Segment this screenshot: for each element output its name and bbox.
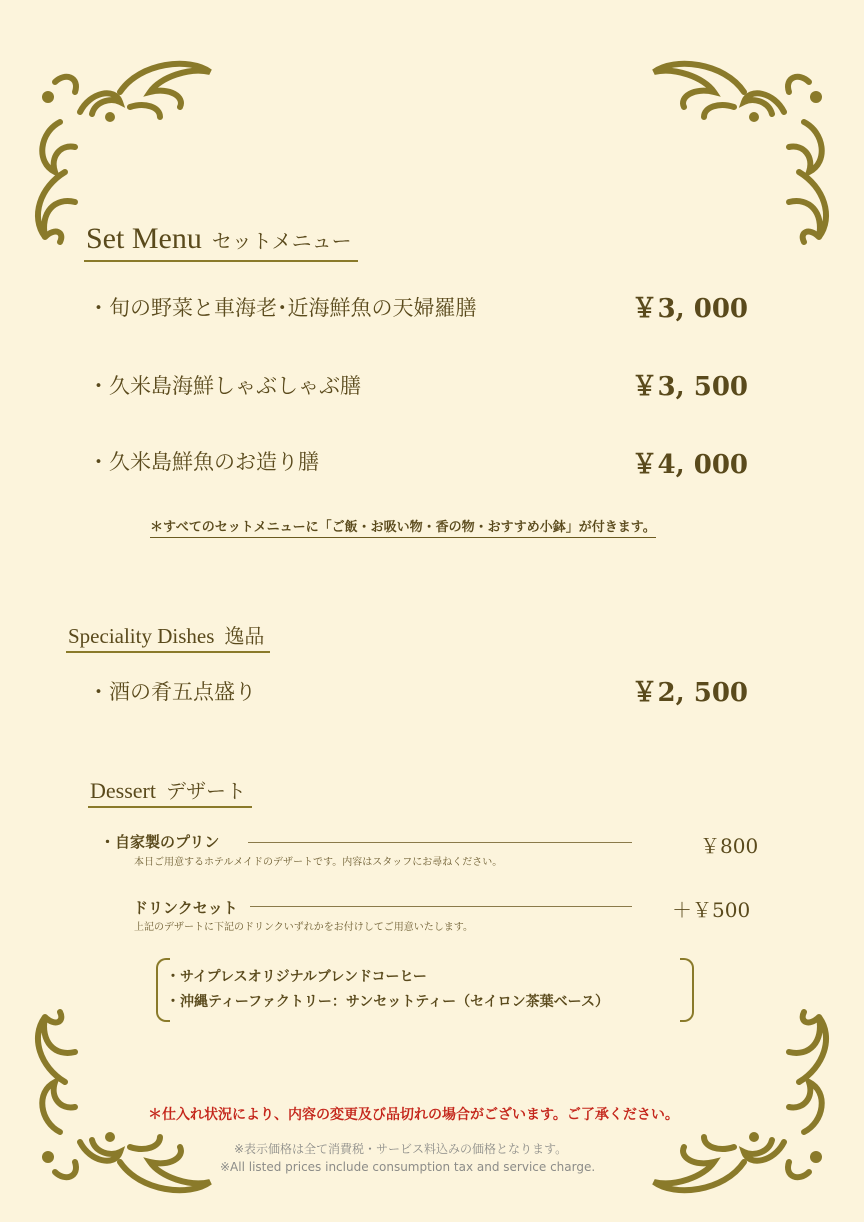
dessert-item-name: ドリンクセット — [133, 899, 238, 917]
dessert-heading — [88, 775, 252, 808]
dessert-item-name: ・自家製のプリン — [100, 833, 220, 851]
availability-warning: ＊仕入れ状況により、内容の変更及び品切れの場合がございます。ご了承ください。 — [148, 1107, 679, 1123]
set-menu-title-ja: セットメニュー — [211, 229, 352, 253]
speciality-item-price: ￥2, 500 — [631, 678, 748, 708]
set-menu-item-name: ・久米島鮮魚のお造り膳 — [88, 450, 319, 474]
dessert-item-desc: 上記のデザートに下記のドリンクいずれかをお付けしてご用意いたします。 — [134, 922, 473, 933]
speciality-title-ja: 逸品 — [224, 624, 265, 648]
dessert-item-price: ￥800 — [700, 834, 759, 858]
dessert-item-desc: 本日ご用意するホテルメイドのデザートです。内容はスタッフにお尋ねください。 — [134, 857, 503, 868]
set-menu-item-name: ・久米島海鮮しゃぶしゃぶ膳 — [88, 374, 361, 398]
set-menu-note: ＊すべてのセットメニューに「ご飯・お吸い物・香の物・おすすめ小鉢」が付きます。 — [150, 516, 656, 538]
set-menu-item-price: ￥3, 500 — [631, 372, 748, 402]
speciality-heading — [66, 620, 270, 653]
footer-tax-note-ja: ※表示価格は全て消費税・サービス料込みの価格となります。 — [234, 1142, 568, 1156]
dessert-title-ja: デザート — [165, 779, 246, 803]
leader-line — [248, 842, 632, 843]
speciality-title-en: Speciality Dishes — [68, 624, 215, 648]
ornament-corner-bottom-left-icon — [20, 992, 230, 1202]
footer-tax-note-en: ※All listed prices include consumption tax and service charge. — [220, 1160, 596, 1174]
speciality-item-name: ・酒の肴五点盛り — [88, 680, 256, 704]
set-menu-title-en: Set Menu — [86, 222, 202, 255]
set-menu-heading — [84, 222, 358, 262]
drink-option: ・サイプレスオリジナルブレンドコーヒー — [166, 969, 427, 985]
leader-line — [250, 906, 632, 907]
drink-option: ・沖縄ティーファクトリー：サンセットティー（セイロン茶葉ベース） — [166, 994, 609, 1010]
dessert-item-price: ＋￥500 — [672, 898, 751, 922]
ornament-corner-bottom-right-icon — [634, 992, 844, 1202]
ornament-corner-top-right-icon — [634, 52, 844, 262]
set-menu-item-price: ￥3, 000 — [631, 294, 748, 324]
dessert-title-en: Dessert — [90, 778, 156, 803]
set-menu-item-name: ・旬の野菜と車海老･近海鮮魚の天婦羅膳 — [88, 296, 477, 320]
set-menu-item-price: ￥4, 000 — [631, 450, 748, 480]
bracket-right — [680, 958, 694, 1022]
